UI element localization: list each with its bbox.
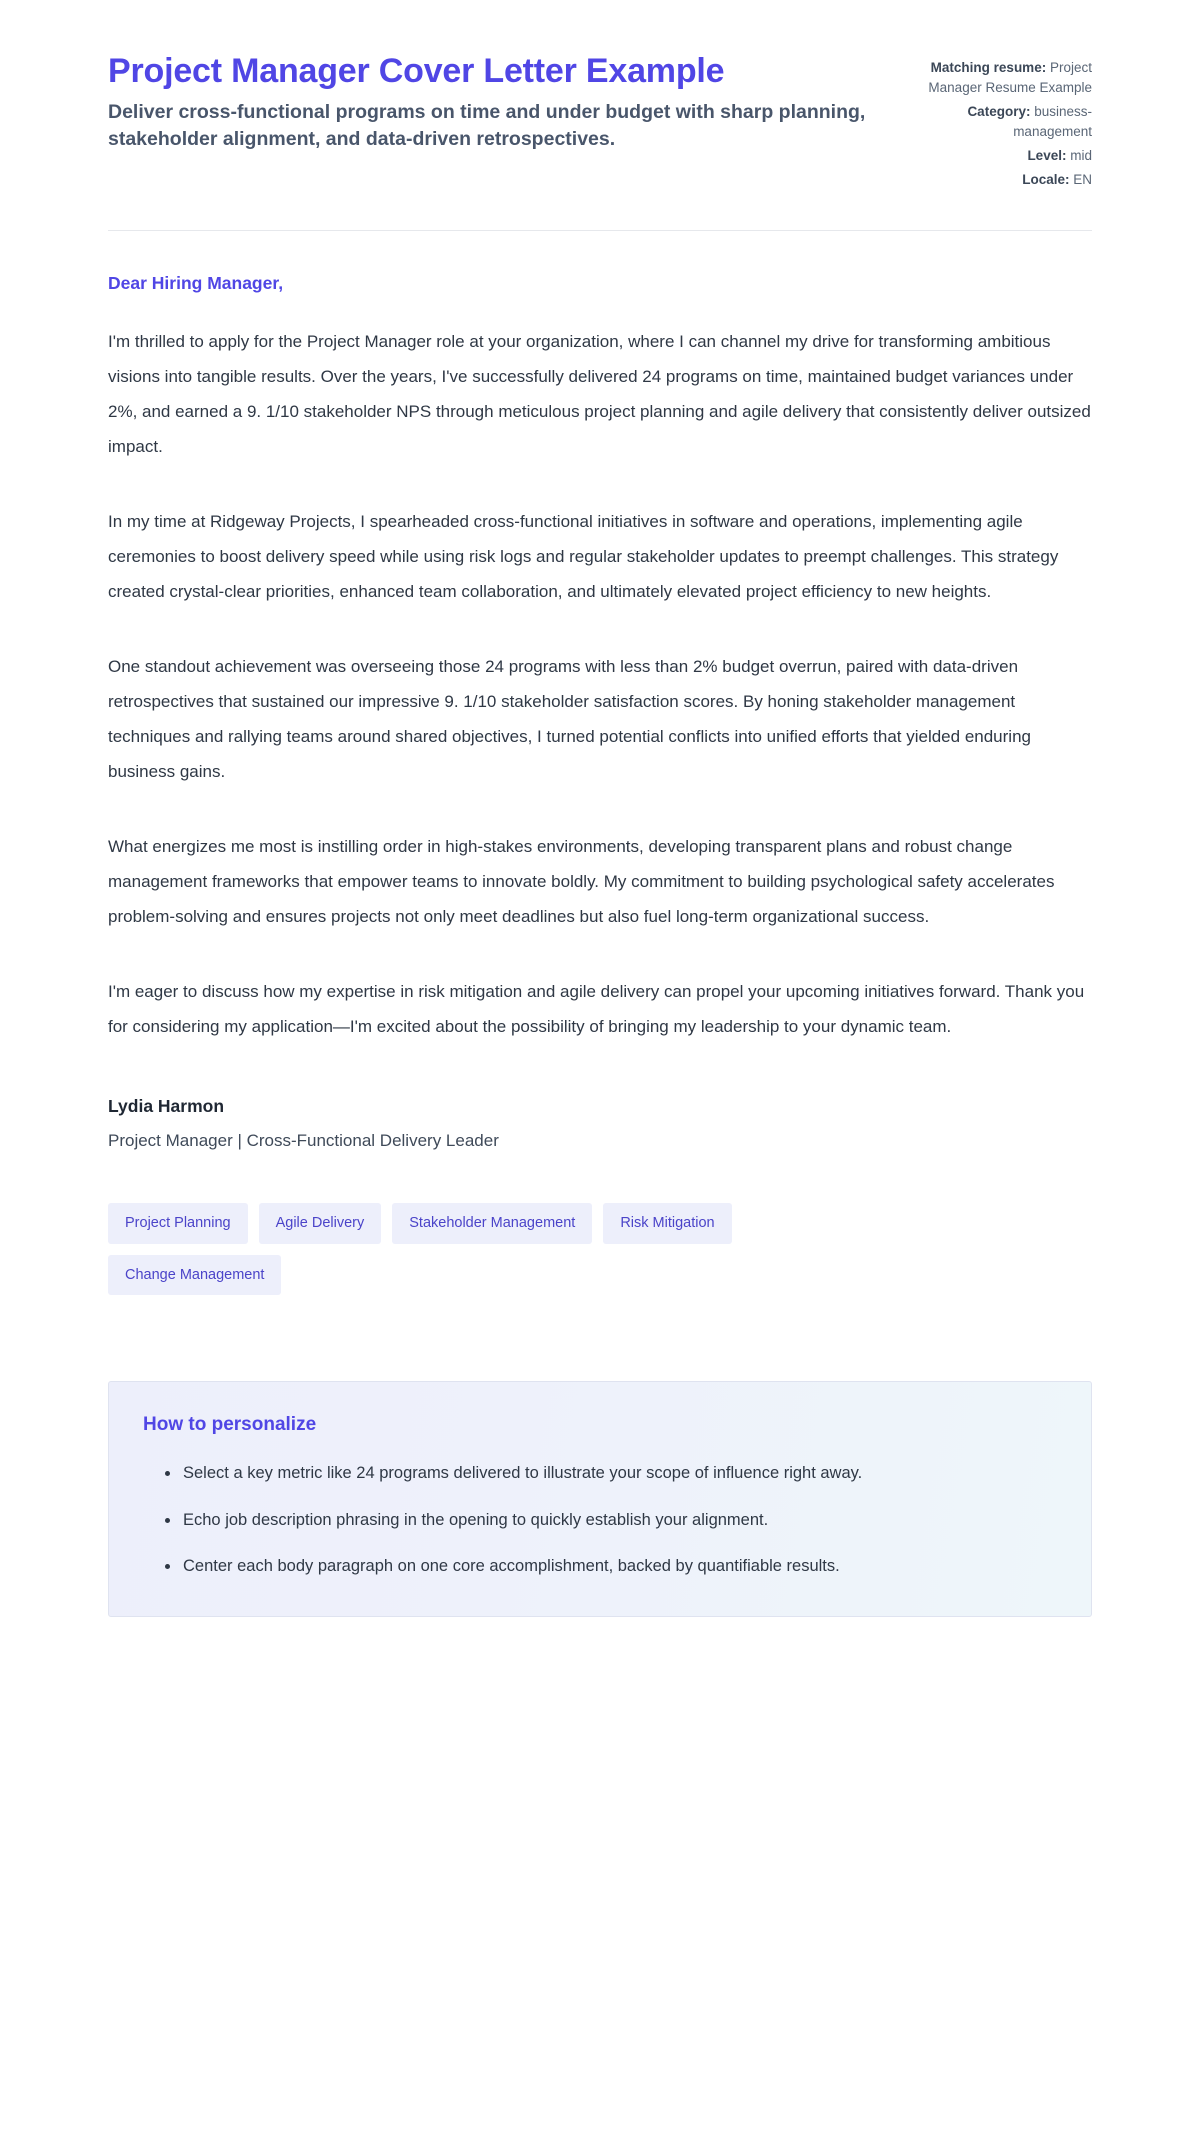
letter-paragraph: I'm thrilled to apply for the Project Manager role at your organization, where I can channel my drive for transforming ambitious visions into tangible results. Over the years, I've successfully delivered 24 programs on time, maintained budget variances under 2%, and earned a 9. 1/10 stakeholder NPS through meticulous project planning and agile delivery that consistently deliver outsized impact.	[108, 331, 1091, 456]
meta-level-value: mid	[1070, 147, 1092, 163]
letter-paragraph: In my time at Ridgeway Projects, I spearheaded cross-functional initiatives in software and operations, implementing agile ceremonies to boost delivery speed while using risk logs and regular stakeholder updates to preempt challenges. This strategy created crystal-clear priorities, enhanced team collaboration, and ultimately elevated project efficiency to new heights.	[108, 511, 1059, 601]
meta-category	[906, 102, 1092, 142]
meta-category-value: business-management	[1013, 103, 1092, 139]
document-header	[108, 0, 1092, 194]
skill-tag-list	[108, 1151, 898, 1295]
meta-category-label: Category:	[967, 103, 1031, 119]
letter-paragraph: One standout achievement was overseeing those 24 programs with less than 2% budget overrun, paired with data-driven retrospectives that sustained our impressive 9. 1/10 stakeholder satisfaction scores. By honing stakeholder management techniques and rallying teams around shared objectives, I turned potential conflicts into unified efforts that yielded enduring business gains.	[108, 656, 1031, 781]
skill-tag[interactable]: Project Planning	[108, 1203, 248, 1244]
page-title: Project Manager Cover Letter Example	[108, 52, 725, 90]
page-subtitle: Deliver cross-functional programs on time and under budget with sharp planning, stakeholder alignment, and data-driven retrospectives.	[108, 101, 866, 151]
list-item: Select a key metric like 24 programs delivered to illustrate your scope of influence right away.	[165, 1458, 1057, 1489]
meta-locale-value: EN	[1073, 171, 1092, 187]
how-to-personalize-panel	[108, 1381, 1092, 1617]
list-item: Center each body paragraph on one core accomplishment, backed by quantifiable results.	[165, 1551, 1057, 1582]
skill-tag[interactable]: Change Management	[108, 1255, 281, 1296]
meta-matching-resume-value: Project Manager Resume Example	[928, 60, 1092, 95]
letter-salutation: Dear Hiring Manager,	[108, 272, 284, 293]
skill-tag[interactable]: Risk Mitigation	[603, 1203, 731, 1244]
skill-tag[interactable]: Stakeholder Management	[392, 1203, 592, 1244]
document-metadata	[906, 52, 1092, 194]
meta-level	[906, 146, 1092, 166]
signature-block	[108, 1044, 1092, 1151]
meta-matching-resume	[906, 58, 1092, 98]
meta-locale-label: Locale:	[1022, 171, 1070, 187]
meta-level-label: Level:	[1027, 147, 1067, 163]
meta-matching-resume-label: Matching resume:	[930, 60, 1047, 75]
list-item: Echo job description phrasing in the opening to quickly establish your alignment.	[165, 1505, 1057, 1536]
signature-name: Lydia Harmon	[108, 1096, 225, 1117]
signature-role: Project Manager | Cross-Functional Delivery Leader	[108, 1131, 499, 1151]
how-to-personalize-title: How to personalize	[143, 1414, 317, 1436]
header-title-block	[108, 52, 866, 153]
how-to-personalize-list	[143, 1458, 1057, 1582]
meta-locale	[906, 170, 1092, 190]
letter-body	[108, 231, 1092, 1044]
letter-paragraph: I'm eager to discuss how my expertise in risk mitigation and agile delivery can propel your upcoming initiatives forward. Thank you for considering my application—I'm excited about the possibility of bringing my leadership to your dynamic team.	[108, 982, 1085, 1037]
letter-paragraph: What energizes me most is instilling order in high-stakes environments, developing transparent plans and robust change management frameworks that empower teams to innovate boldly. My commitment to building psychological safety accelerates problem-solving and ensures projects not only meet deadlines but also fuel long-term organizational success.	[108, 836, 1055, 927]
skill-tag[interactable]: Agile Delivery	[259, 1203, 382, 1244]
letter-paragraphs	[108, 324, 1092, 1044]
